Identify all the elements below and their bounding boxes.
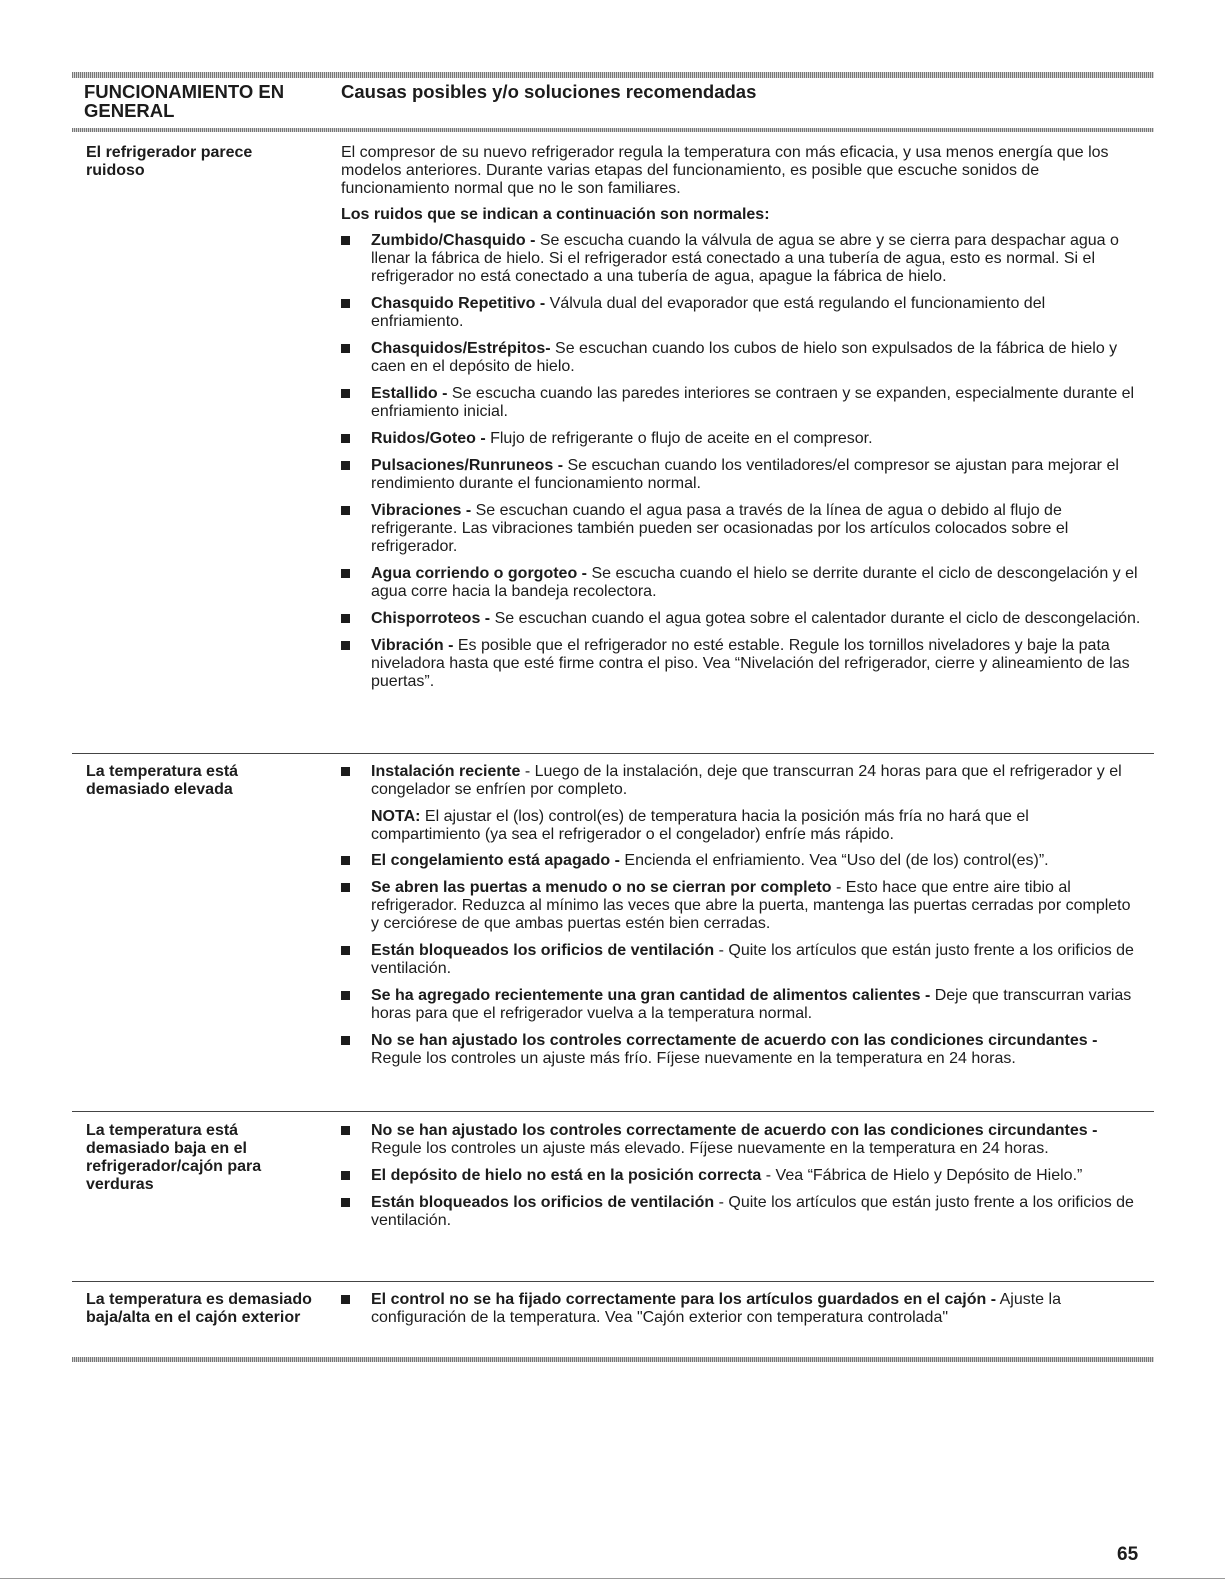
- square-bullet-icon: [341, 1295, 350, 1304]
- square-bullet-icon: [341, 856, 350, 865]
- cause-title: Estallido -: [371, 385, 448, 402]
- cause-text: Se escuchan cuando el agua gotea sobre el calentador durante el ciclo de descongelación.: [490, 610, 1141, 627]
- cause-item: [341, 763, 1141, 799]
- square-bullet-icon: [341, 767, 350, 776]
- cause-item: [341, 1122, 1141, 1158]
- cause-text: Flujo de refrigerante o flujo de aceite en el compresor.: [485, 430, 873, 447]
- cause-title: No se han ajustado los controles correctamente de acuerdo con las condiciones circundantes -: [371, 1122, 1098, 1139]
- square-bullet-icon: [341, 344, 350, 353]
- cause-title: Agua corriendo o gorgoteo -: [371, 565, 587, 582]
- square-bullet-icon: [341, 1036, 350, 1045]
- square-bullet-icon: [341, 569, 350, 578]
- cause-title: El control no se ha fijado correctamente para los artículos guardados en el cajón -: [371, 1291, 997, 1308]
- section-label-drawer: La temperatura es demasiado baja/alta en el cajón exterior: [86, 1291, 312, 1326]
- cause-title: Chisporroteos -: [371, 610, 491, 627]
- cause-item: [341, 295, 1141, 331]
- square-bullet-icon: [341, 614, 350, 623]
- cause-text: Regule los controles un ajuste más elevado. Fíjese nuevamente en la temperatura en 24 horas.: [371, 1140, 1049, 1157]
- cause-text: Ajuste la configuración de la temperatura. Vea "Cajón exterior con temperatura controlada": [371, 1291, 1061, 1326]
- section-label-temp-low: La temperatura está demasiado baja en el refrigerador/cajón para verduras: [86, 1122, 262, 1193]
- section-subheading: Los ruidos que se indican a continuación son normales:: [341, 206, 770, 223]
- page-edge-rule: [0, 1578, 1225, 1579]
- cause-item: [341, 987, 1141, 1023]
- cause-text: - Luego de la instalación, deje que transcurran 24 horas para que el refrigerador y el congelador se enfríen por completo.: [371, 763, 1122, 798]
- note-text: El ajustar el (los) control(es) de temperatura hacia la posición más fría no hará que el compartimiento (ya sea el refrigerador o el congelador) enfríe más rápido.: [371, 808, 1029, 843]
- cause-text: Se escuchan cuando los cubos de hielo son expulsados de la fábrica de hielo y caen en el depósito de hielo.: [371, 340, 1118, 375]
- cause-item: [341, 232, 1141, 286]
- cause-text: - Quite los artículos que están justo frente a los orificios de ventilación.: [371, 1194, 1134, 1229]
- cause-title: El depósito de hielo no está en la posición correcta: [371, 1167, 762, 1184]
- cause-item: [341, 1167, 1141, 1185]
- note-paragraph: [341, 808, 1141, 844]
- cause-title: Chasquidos/Estrépitos-: [371, 340, 551, 357]
- cause-text: - Quite los artículos que están justo frente a los orificios de ventilación.: [371, 942, 1134, 977]
- cause-title: Instalación reciente: [371, 763, 521, 780]
- cause-item: [341, 565, 1141, 601]
- cause-title: Se ha agregado recientemente una gran cantidad de alimentos calientes -: [371, 987, 931, 1004]
- cause-title: Ruidos/Goteo -: [371, 430, 486, 447]
- cause-title: Vibración -: [371, 637, 454, 654]
- cause-list: [341, 232, 1141, 691]
- cause-item: [341, 879, 1141, 933]
- cause-item: [341, 385, 1141, 421]
- section-intro: El compresor de su nuevo refrigerador regula la temperatura con más eficacia, y usa menos energía que los modelos anteriores. Durante varias etapas del funcionamiento, es posible que escuche sonidos de funcionamiento normal que no le son familiares.: [341, 144, 1109, 197]
- square-bullet-icon: [341, 434, 350, 443]
- section-body-temp-low: [341, 1122, 1141, 1239]
- cause-item: [341, 610, 1141, 628]
- section-body-noise: [341, 144, 1141, 700]
- section-body-temp-high: [341, 763, 1141, 1077]
- cause-text: Regule los controles un ajuste más frío. Fíjese nuevamente en la temperatura en 24 horas.: [371, 1050, 1016, 1067]
- cause-item: [341, 457, 1141, 493]
- cause-text: Deje que transcurran varias horas para que el refrigerador vuelva a la temperatura normal.: [371, 987, 1132, 1022]
- cause-title: Vibraciones -: [371, 502, 472, 519]
- cause-text: Se escuchan cuando los ventiladores/el compresor se ajustan para mejorar el rendimiento durante el funcionamiento normal.: [371, 457, 1119, 492]
- cause-list: [341, 1122, 1141, 1230]
- cause-list: [341, 763, 1141, 1068]
- cause-title: Zumbido/Chasquido -: [371, 232, 536, 249]
- cause-text: - Esto hace que entre aire tibio al refrigerador. Reduzca al mínimo las veces que abre la puerta, mantenga las puertas cerradas por completo y cerciórese de que ambas puertas estén bien cerradas.: [371, 879, 1131, 932]
- cause-title: Están bloqueados los orificios de ventilación: [371, 942, 715, 959]
- cause-title: Pulsaciones/Runruneos -: [371, 457, 564, 474]
- note-label: NOTA:: [371, 808, 421, 825]
- cause-item: [341, 1194, 1141, 1230]
- square-bullet-icon: [341, 991, 350, 1000]
- section-body-drawer: [341, 1291, 1141, 1336]
- square-bullet-icon: [341, 461, 350, 470]
- table-bottom-rule: [72, 1357, 1154, 1362]
- cause-item: [341, 340, 1141, 376]
- top-rule: [72, 72, 1154, 78]
- section-divider: [72, 1111, 1154, 1112]
- cause-text: Se escuchan cuando el agua pasa a través de la línea de agua o debido al flujo de refrigerante. Las vibraciones también pueden ser ocasionadas por los artículos colocados sobre el refrigerador.: [371, 502, 1069, 555]
- cause-text: - Vea “Fábrica de Hielo y Depósito de Hielo.”: [761, 1167, 1083, 1184]
- cause-item: [341, 502, 1141, 556]
- section-label-temp-high: La temperatura está demasiado elevada: [86, 763, 239, 798]
- square-bullet-icon: [341, 299, 350, 308]
- section-divider: [72, 1281, 1154, 1282]
- cause-item: [341, 430, 1141, 448]
- section-label-noise: El refrigerador parece ruidoso: [86, 144, 253, 179]
- square-bullet-icon: [341, 946, 350, 955]
- cause-text: Se escucha cuando el hielo se derrite durante el ciclo de descongelación y el agua corre hacia la bandeja recolectora.: [371, 565, 1138, 600]
- cause-item: [341, 942, 1141, 978]
- square-bullet-icon: [341, 1126, 350, 1135]
- section-divider: [72, 753, 1154, 754]
- square-bullet-icon: [341, 1198, 350, 1207]
- cause-item: [341, 637, 1141, 691]
- cause-title: Chasquido Repetitivo -: [371, 295, 546, 312]
- square-bullet-icon: [341, 641, 350, 650]
- cause-text: Se escucha cuando las paredes interiores se contraen y se expanden, especialmente durante el enfriamiento inicial.: [371, 385, 1135, 420]
- square-bullet-icon: [341, 883, 350, 892]
- cause-item: [341, 1032, 1141, 1068]
- cause-list: [341, 1291, 1141, 1327]
- cause-text: Válvula dual del evaporador que está regulando el funcionamiento del enfriamiento.: [371, 295, 1046, 330]
- square-bullet-icon: [341, 1171, 350, 1180]
- cause-title: Se abren las puertas a menudo o no se cierran por completo: [371, 879, 832, 896]
- square-bullet-icon: [341, 236, 350, 245]
- cause-item: [341, 852, 1141, 870]
- header-left-title: FUNCIONAMIENTO EN GENERAL: [84, 81, 285, 121]
- square-bullet-icon: [341, 506, 350, 515]
- header-rule: [72, 128, 1154, 132]
- page-number: 65: [1117, 1544, 1139, 1565]
- cause-text: Se escucha cuando la válvula de agua se abre y se cierra para despachar agua o llenar la fábrica de hielo. Si el refrigerador está conectado a una tubería de agua, esto es normal. Si el refrigerador no está conectado a una tubería de agua, apague la fábrica de hielo.: [371, 232, 1119, 285]
- cause-title: El congelamiento está apagado -: [371, 852, 620, 869]
- cause-item: [341, 1291, 1141, 1327]
- cause-text: Encienda el enfriamiento. Vea “Uso del (de los) control(es)”.: [619, 852, 1049, 869]
- cause-title: Están bloqueados los orificios de ventilación: [371, 1194, 715, 1211]
- square-bullet-icon: [341, 389, 350, 398]
- header-right-title: Causas posibles y/o soluciones recomendadas: [341, 81, 757, 102]
- cause-text: Es posible que el refrigerador no esté estable. Regule los tornillos niveladores y baje la pata niveladora hasta que esté firme contra el piso. Vea “Nivelación del refrigerador, cierre y alineamiento de las puertas”.: [371, 637, 1130, 690]
- cause-title: No se han ajustado los controles correctamente de acuerdo con las condiciones circundantes -: [371, 1032, 1098, 1049]
